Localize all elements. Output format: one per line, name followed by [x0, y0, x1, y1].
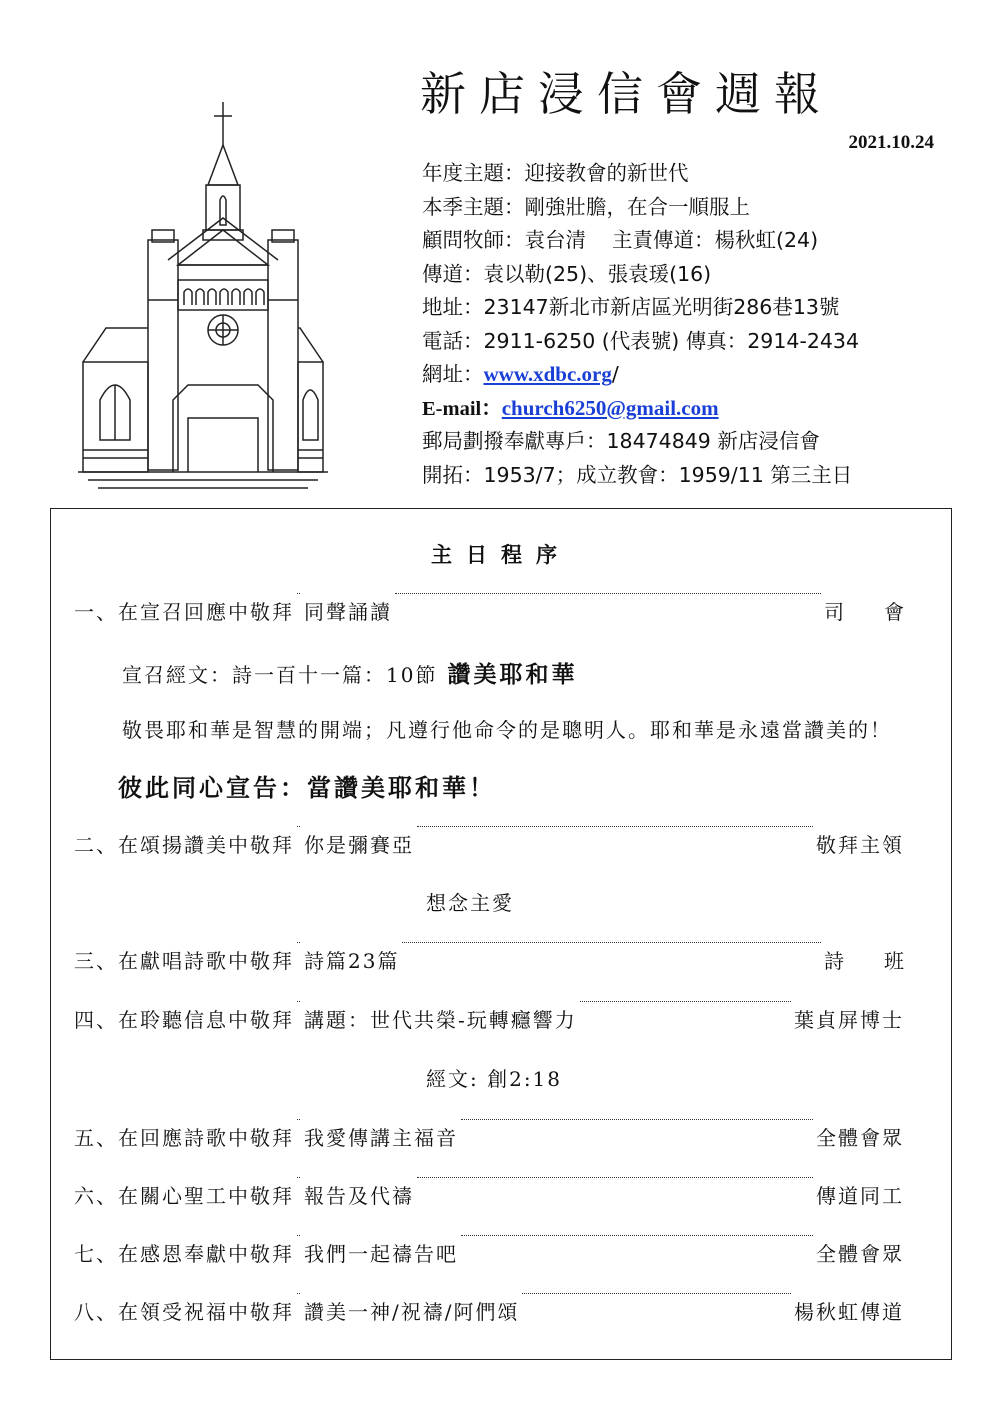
program-content: 講題：世代共榮-玩轉癮響力 — [304, 1008, 577, 1032]
program-title: 主日程序 — [431, 542, 571, 567]
program-row — [74, 829, 904, 859]
pastors-line — [422, 225, 962, 255]
founded-info: 開拓：1953/7；成立教會：1959/11 第三主日 — [422, 462, 853, 487]
website-label: 網址： — [422, 362, 484, 386]
program-row — [74, 596, 944, 626]
program-part: 六、在關心聖工中敬拜 — [74, 1184, 294, 1208]
advisor-pastor: 顧問牧師：袁台清 — [422, 228, 586, 252]
email-line — [422, 393, 962, 423]
program-content: 你是彌賽亞 — [304, 833, 414, 857]
program-leader: 楊秋虹傳道 — [794, 1300, 904, 1324]
church-info — [422, 158, 962, 493]
call-scripture: 宣召經文：詩一百十一篇：10節 — [122, 663, 438, 687]
season-theme: 本季主題：剛強壯膽，在合一順服上 — [422, 194, 750, 219]
program-row — [74, 945, 944, 975]
program-content: 我愛傳講主福音 — [304, 1126, 458, 1150]
program-row — [74, 1296, 904, 1326]
email-label: E-mail： — [422, 397, 502, 420]
call-scripture-line — [122, 656, 577, 689]
program-part: 三、在獻唱詩歌中敬拜 — [74, 949, 294, 973]
program-leader: 敬拜主領 — [816, 833, 904, 857]
program-row — [74, 1004, 904, 1034]
program-content: 報告及代禱 — [304, 1184, 414, 1208]
bulletin-title: 新店浸信會週報 — [420, 67, 833, 121]
program-row — [74, 1180, 904, 1210]
program-part: 二、在頌揚讚美中敬拜 — [74, 833, 294, 857]
program-leader: 傳道同工 — [816, 1184, 904, 1208]
program-leader: 司會 — [824, 600, 944, 624]
program-part: 四、在聆聽信息中敬拜 — [74, 1008, 294, 1032]
program-part: 一、在宣召回應中敬拜 — [74, 600, 294, 624]
evangelists: 傳道：袁以勒(25)、張袁瑗(16) — [422, 261, 712, 286]
call-scripture-title: 讚美耶和華 — [447, 661, 578, 688]
website-suffix: / — [611, 362, 619, 386]
lead-evangelist: 主責傳道：楊秋虹(24) — [612, 228, 819, 252]
bulletin-date: 2021.10.24 — [848, 132, 934, 153]
address: 地址：23147新北市新店區光明街286巷13號 — [422, 295, 840, 319]
program-leader: 全體會眾 — [816, 1126, 904, 1150]
program-leader: 全體會眾 — [816, 1242, 904, 1266]
sermon-scripture: 經文: 創2:18 — [426, 1067, 563, 1091]
program-leader: 葉貞屏博士 — [794, 1008, 904, 1032]
program-row — [74, 1238, 904, 1268]
call-verse: 敬畏耶和華是智慧的開端；凡遵行他命令的是聰明人。耶和華是永遠當讚美的！ — [122, 718, 892, 742]
program-leader: 詩班 — [824, 949, 944, 973]
email-link[interactable]: church6250@gmail.com — [501, 395, 719, 420]
program-part: 七、在感恩奉獻中敬拜 — [74, 1242, 294, 1266]
program-content: 讚美一神/祝禱/阿們頌 — [304, 1300, 520, 1324]
website-link[interactable]: www.xdbc.org — [483, 362, 612, 386]
program-row — [74, 1122, 904, 1152]
program-content: 同聲誦讀 — [304, 600, 392, 624]
church-illustration — [78, 100, 328, 495]
program-content: 詩篇23篇 — [304, 949, 400, 973]
program-box — [50, 508, 952, 1360]
worship-song-2: 想念主愛 — [426, 891, 514, 915]
program-part: 八、在領受祝福中敬拜 — [74, 1300, 294, 1324]
program-content: 我們一起禱告吧 — [304, 1242, 458, 1266]
program-part: 五、在回應詩歌中敬拜 — [74, 1126, 294, 1150]
declaration: 彼此同心宣告：當讚美耶和華！ — [118, 773, 496, 802]
website-line — [422, 359, 962, 389]
annual-theme: 年度主題：迎接教會的新世代 — [422, 161, 689, 185]
phone-fax: 電話：2911-6250 (代表號) 傳真：2914-2434 — [422, 328, 860, 353]
postal-account: 郵局劃撥奉獻專戶：18474849 新店浸信會 — [422, 429, 820, 453]
